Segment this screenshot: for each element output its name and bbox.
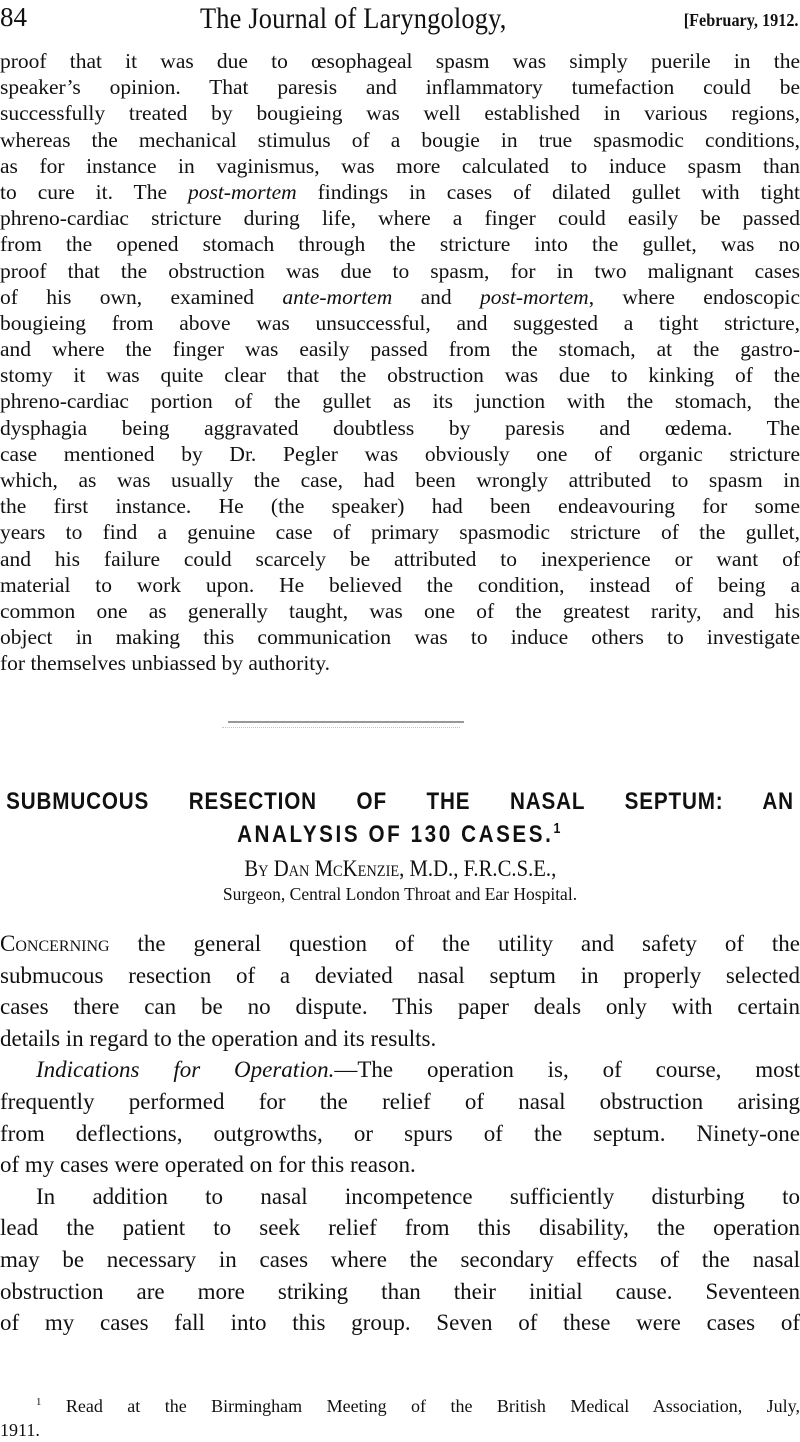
author-byline [0,856,800,882]
text-line: bougieing from above was unsuccessful, and suggested a tight stricture, [0,310,800,335]
text-line: of my cases were operated on for this reason. [0,1152,416,1178]
text-line: which, as was usually the case, had been wrongly attributed to spasm in [0,468,800,492]
footnote-mark[interactable]: 1 [553,821,563,837]
section-divider-dotted [222,727,460,729]
text-line: Indications for Operation.—The operation is, of course, most [36,1057,800,1083]
issue-date: [February, 1912. [683,10,798,30]
text-line: In addition to nasal incompetence sufficiently disturbing to [36,1183,800,1209]
article-title [0,785,800,851]
text-line: to cure it. The post-mortem findings in cases of dilated gullet with tight [0,179,800,204]
text-line: years to find a genuine case of primary spasmodic stricture of the gullet, [0,520,800,545]
page-number: 84 [0,2,27,32]
text-line: successfully treated by bougieing was well established in various regions, [0,101,800,126]
article-title-line-2-text: ANALYSIS OF 130 CASES. [237,821,554,848]
italic-text: post-mortem [187,179,297,204]
text-line: speaker’s opinion. That paresis and inflammatory tumefaction could be [0,75,800,100]
text-line: phreno-cardiac stricture during life, where a finger could easily be passed [0,206,800,231]
text-line: Concerning the general question of the utility and safety of the [0,931,800,956]
text-line: whereas the mechanical stimulus of a bougie in true spasmodic conditions, [0,127,800,152]
text-line: material to work upon. He believed the condition, instead of being a [0,572,800,597]
section-divider [228,721,464,723]
text-line: details in regard to the operation and its results. [0,1025,437,1051]
text-line: as for instance in vaginismus, was more calculated to induce spasm than [0,153,800,178]
small-caps-text: Concerning [0,931,110,956]
text-line: frequently performed for the relief of nasal obstruction arising [0,1088,800,1114]
footnote-line-1 [0,1394,800,1418]
page-header [0,0,800,40]
previous-section-text [0,48,800,677]
text-line: from the opened stomach through the stricture into the gullet, was no [0,232,800,257]
text-line: submucous resection of a deviated nasal septum in properly selected [0,962,800,988]
text-line: case mentioned by Dr. Pegler was obviously one of organic stricture [0,441,800,466]
text-line: common one as generally taught, was one of the greatest rarity, and his [0,598,800,623]
italic-text: post-mortem [480,284,589,309]
text-line: phreno-cardiac portion of the gullet as its junction with the stomach, the [0,389,800,414]
footnote-text: Read at the Birmingham Meeting of the British Medical Association, July, [65,1396,800,1416]
text-line: and where the finger was easily passed from the stomach, at the gastro- [0,337,800,362]
text-line: of his own, examined ante-mortem and post-mortem, where endoscopic [0,284,800,309]
footnote [0,1394,800,1442]
text-line: obstruction are more striking than their initial cause. Seventeen [0,1278,800,1304]
text-line: for themselves unbiassed by authority. [0,651,330,676]
text-line: cases there can be no dispute. This paper deals only with certain [0,994,800,1020]
text-line: object in making this communication was to induce others to investigate [0,625,800,650]
journal-title: The Journal of Laryngology, [200,2,507,35]
text-line: lead the patient to seek relief from this disability, the operation [0,1215,800,1241]
footnote-marker: 1 [36,1396,42,1408]
author-affiliation: Surgeon, Central London Throat and Ear Hospital. [222,884,578,904]
italic-text: ante-mortem [282,284,393,309]
text-line: proof that it was due to œsophageal spasm was simply puerile in the [0,49,800,73]
article-body [0,928,800,1339]
text-line: may be necessary in cases where the secondary effects of the nasal [0,1246,800,1272]
text-line: stomy it was quite clear that the obstruction was due to kinking of the [0,363,800,388]
text-line: and his failure could scarcely be attributed to inexperience or want of [0,546,800,571]
footnote-line-2: 1911. [0,1420,40,1440]
article-title-line-2 [56,818,744,851]
article-title-line-1: SUBMUCOUS RESECTION OF THE NASAL SEPTUM: AN [6,788,794,815]
italic-text: Indications for Operation. [36,1057,335,1083]
text-line: the first instance. He (the speaker) had been endeavouring for some [0,494,800,519]
text-line: of my cases fall into this group. Seven of these were cases of [0,1310,800,1336]
text-line: proof that the obstruction was due to spasm, for in two malignant cases [0,258,800,283]
text-line: from deflections, outgrowths, or spurs of the septum. Ninety-one [0,1120,800,1146]
author-byline-text: By Dan McKenzie, M.D., F.R.C.S.E., [244,856,556,881]
text-line: dysphagia being aggravated doubtless by paresis and œdema. The [0,415,800,440]
